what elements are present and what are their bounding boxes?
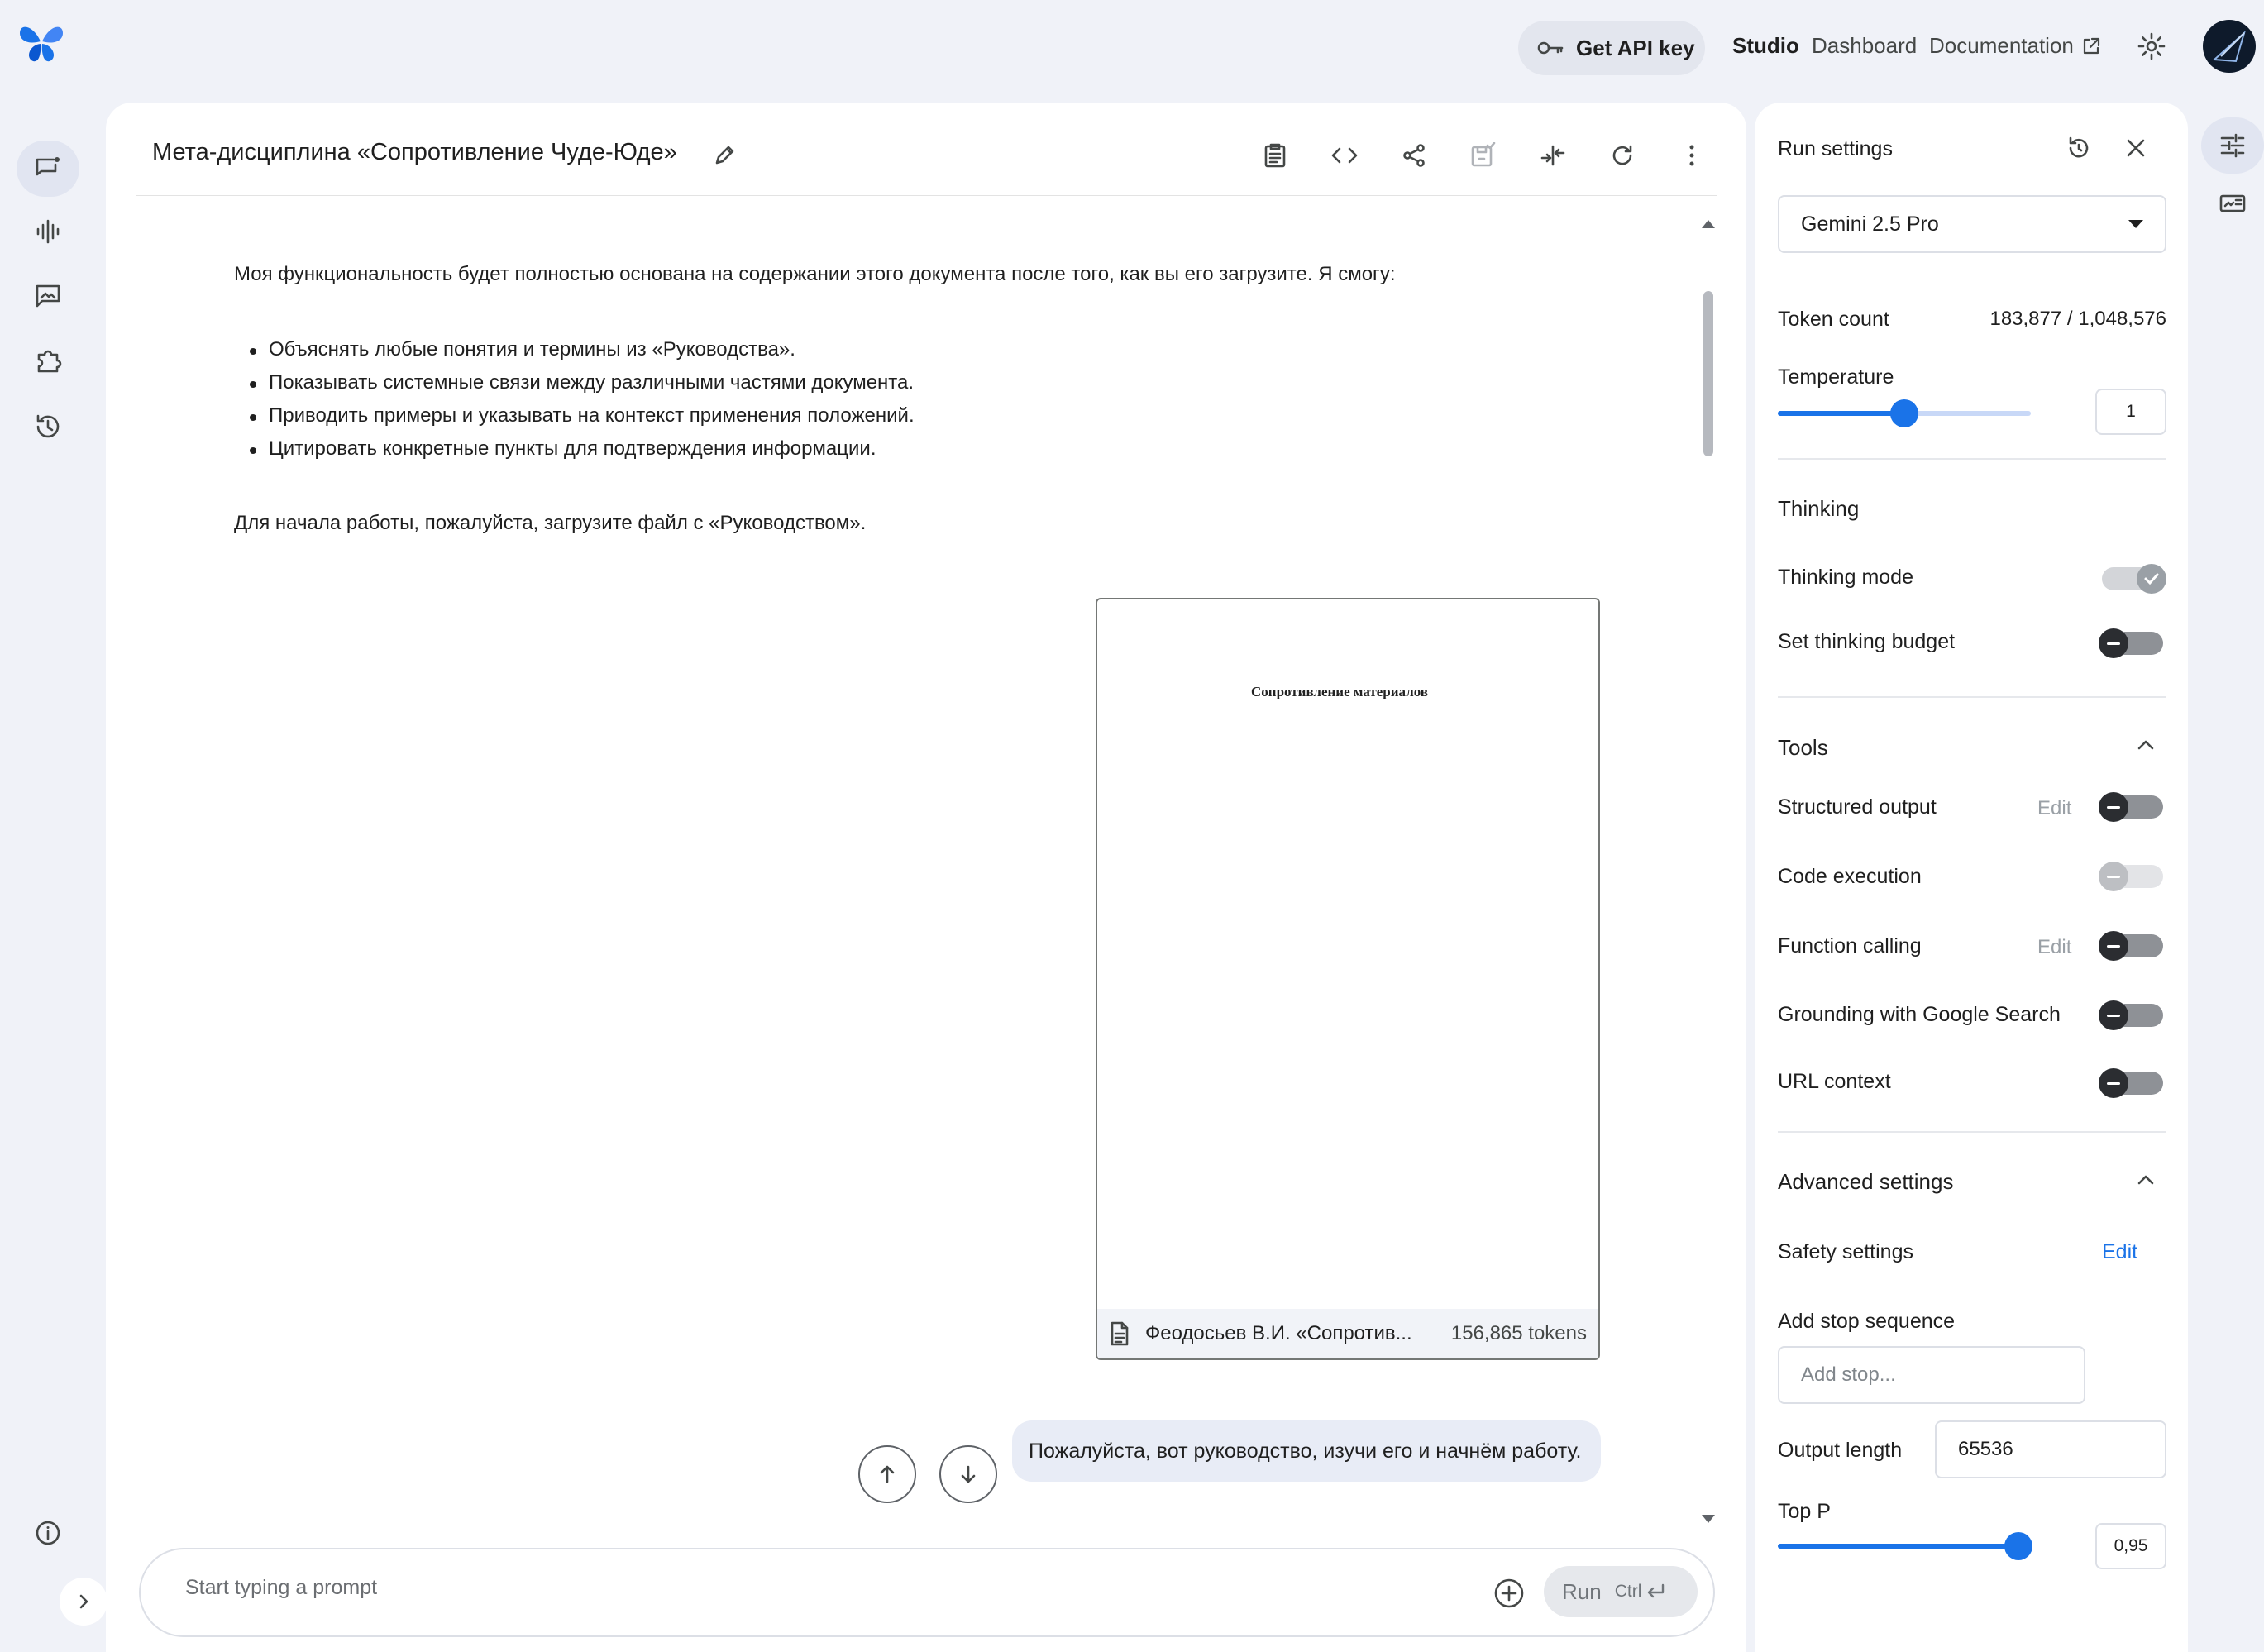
share-icon[interactable] [1399,141,1429,170]
token-count-value: 183,877 / 1,048,576 [1989,308,2166,330]
url-context-toggle[interactable] [2102,1072,2163,1095]
bullet-dot [250,447,256,454]
add-media-plus-icon[interactable] [1493,1578,1525,1609]
response-bullet-1: Объяснять любые понятия и термины из «Руководства». [269,338,795,360]
model-name: Gemini 2.5 Pro [1801,212,1939,236]
code-execution-toggle[interactable] [2102,865,2163,888]
scrollbar-thumb[interactable] [1703,291,1713,456]
rail-stream-icon[interactable] [17,203,79,260]
prompt-box [139,1548,1715,1637]
scroll-up-arrow-icon[interactable] [1702,220,1715,228]
chevron-right-icon [74,1592,93,1611]
bullet-dot [250,381,256,388]
top-p-value: 0,95 [2114,1536,2148,1555]
rail-media-icon[interactable] [17,268,79,324]
tools-header: Tools [1778,735,1828,760]
grounding-label: Grounding with Google Search [1778,1003,2061,1026]
temperature-value: 1 [2126,402,2136,421]
run-settings-title: Run settings [1778,137,1893,160]
thinking-budget-label: Set thinking budget [1778,630,1956,653]
section-divider [1778,458,2166,460]
top-p-input[interactable] [2095,1523,2166,1569]
rail-history-icon[interactable] [17,399,79,455]
thinking-mode-toggle[interactable] [2102,567,2163,590]
external-link-icon [2082,37,2100,55]
top-p-handle[interactable] [2004,1532,2032,1560]
app-logo[interactable] [18,21,64,64]
get-code-icon[interactable] [1330,141,1359,170]
grounding-toggle[interactable] [2102,1004,2163,1027]
settings-gear-icon[interactable] [2137,31,2166,61]
structured-output-edit[interactable]: Edit [2037,797,2072,819]
user-message-text: Пожалуйста, вот руководство, изучи его и начнём работу. [1029,1439,1582,1463]
stop-sequence-label: Add stop sequence [1778,1310,1956,1333]
document-token-count: 156,865 tokens [1450,1322,1587,1344]
tools-collapse-chevron-icon[interactable] [2137,739,2155,751]
scroll-up-button[interactable] [858,1445,916,1503]
thinking-budget-toggle[interactable] [2102,632,2163,655]
user-avatar[interactable] [2203,20,2256,73]
response-bullet-4: Цитировать конкретные пункты для подтверждения информации. [269,437,876,460]
rail-chat-icon[interactable] [17,141,79,197]
safety-settings-label: Safety settings [1778,1240,1913,1263]
structured-output-toggle[interactable] [2102,795,2163,819]
bullet-dot [250,414,256,421]
structured-output-label: Structured output [1778,795,1937,819]
arrow-down-icon [959,1463,977,1485]
function-calling-toggle[interactable] [2102,934,2163,957]
url-context-label: URL context [1778,1070,1891,1093]
function-calling-label: Function calling [1778,934,1922,957]
enter-key-icon [1645,1583,1666,1600]
header-divider [136,195,1717,196]
key-icon [1536,39,1564,57]
stop-sequence-input[interactable] [1778,1346,2085,1404]
response-bullet-2: Показывать системные связи между различными частями документа. [269,371,915,394]
run-button[interactable] [1544,1566,1698,1617]
code-execution-label: Code execution [1778,865,1922,888]
expand-sidebar-button[interactable] [60,1578,107,1626]
temperature-label: Temperature [1778,365,1894,389]
token-count-label: Token count [1778,308,1889,331]
run-shortcut-label: Ctrl [1614,1582,1642,1601]
dropdown-arrow-icon [2128,220,2143,228]
scroll-down-button[interactable] [939,1445,997,1503]
model-selector[interactable] [1778,195,2166,253]
media-gallery-icon[interactable] [2201,175,2264,232]
nav-studio[interactable]: Studio [1732,33,1799,58]
reset-settings-icon[interactable] [2064,134,2094,162]
nav-documentation-label: Documentation [1929,33,2074,58]
temperature-fill [1778,411,1904,416]
document-file-icon [1109,1321,1130,1346]
advanced-collapse-chevron-icon[interactable] [2137,1174,2155,1186]
refresh-icon[interactable] [1607,141,1637,170]
document-file-name: Феодосьев В.И. «Сопротив... [1145,1322,1412,1344]
chat-title: Мета-дисциплина «Сопротивление Чуде-Юде» [152,139,677,165]
nav-documentation[interactable] [1929,33,2100,59]
scroll-down-arrow-icon[interactable] [1702,1515,1715,1523]
get-api-key-label: Get API key [1576,35,1695,60]
top-p-label: Top P [1778,1500,1831,1523]
temperature-slider[interactable] [1778,397,2031,430]
response-bullet-3: Приводить примеры и указывать на контекст применения положений. [269,404,915,427]
prompt-input[interactable] [185,1576,1426,1600]
clipboard-icon[interactable] [1260,141,1290,170]
arrow-up-icon [878,1463,896,1485]
nav-dashboard[interactable]: Dashboard [1812,33,1918,58]
document-attachment[interactable] [1096,598,1600,1360]
more-options-icon[interactable] [1677,141,1707,170]
safety-settings-edit[interactable]: Edit [2102,1240,2138,1263]
output-length-label: Output length [1778,1439,1903,1462]
thinking-header: Thinking [1778,496,1860,521]
section-divider [1778,696,2166,698]
run-button-label: Run [1562,1578,1602,1604]
section-divider [1778,1131,2166,1133]
temperature-input[interactable] [2095,389,2166,435]
compare-icon[interactable] [1538,141,1568,170]
output-length-input[interactable] [1935,1420,2166,1478]
function-calling-edit[interactable]: Edit [2037,936,2072,958]
advanced-settings-header: Advanced settings [1778,1169,1954,1194]
response-intro: Моя функциональность будет полностью основана на содержании этого документа после того, как вы его загрузите. Я смогу: [234,263,1396,285]
response-closing: Для начала работы, пожалуйста, загрузите файл с «Руководством». [234,512,867,534]
thinking-mode-label: Thinking mode [1778,566,1913,589]
run-settings-tune-icon[interactable] [2201,117,2264,174]
rail-build-icon[interactable] [17,332,79,389]
user-message[interactable] [1012,1420,1601,1482]
temperature-handle[interactable] [1890,399,1918,427]
get-api-key-button[interactable] [1518,21,1705,75]
run-shortcut [1615,1582,1667,1602]
edit-title-pencil-icon[interactable] [713,142,738,167]
top-p-fill [1778,1544,2018,1549]
document-page-heading: Сопротивление материалов [1251,684,1428,699]
close-settings-icon[interactable] [2125,137,2147,159]
info-icon[interactable] [17,1505,79,1561]
bullet-dot [250,348,256,355]
check-icon [2137,564,2166,594]
top-p-slider[interactable] [1778,1530,2031,1563]
document-footer [1097,1309,1598,1358]
save-drive-icon[interactable] [1469,141,1498,170]
